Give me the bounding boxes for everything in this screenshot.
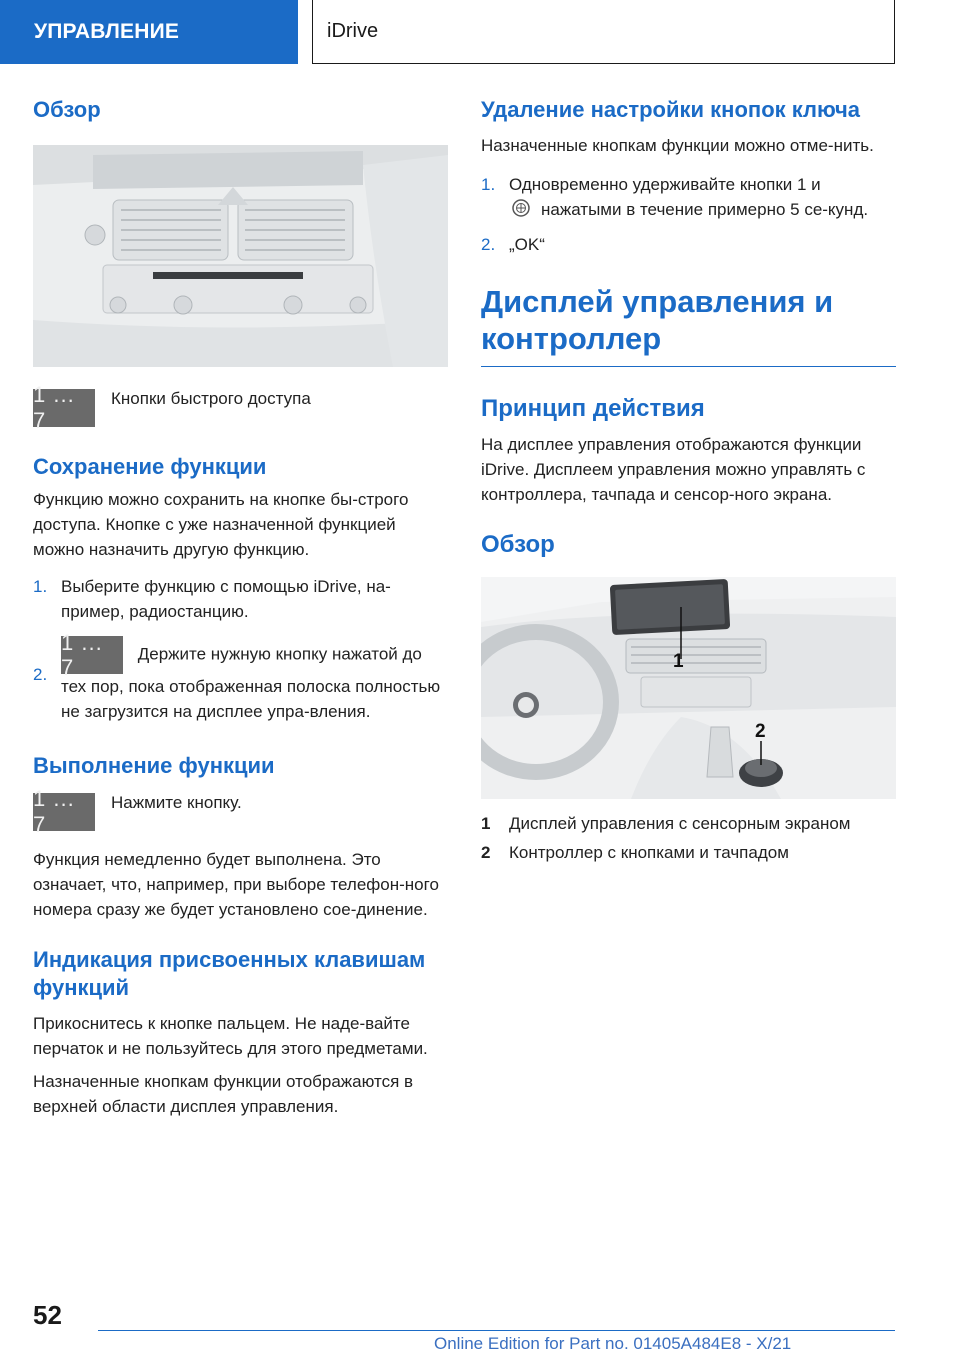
step-number: 1. [33, 577, 48, 597]
dashboard-illustration [33, 145, 448, 367]
chapter-tab [312, 0, 895, 64]
execute-text: Функция немедленно будет выполнена. Это означает, что, например, при выборе телефон-ного номера сразу же будет установлено сое-динение. [33, 849, 439, 919]
step-text-a: Одновременно удерживайте кнопки 1 и [509, 174, 821, 194]
save-function-title: Сохранение функции [33, 453, 267, 479]
step-text: Выберите функцию с помощью iDrive, на-пример, радиостанцию. [61, 577, 391, 622]
display-controller-title: Дисплей управления и контроллер [481, 283, 834, 357]
legend-text: Дисплей управления с сенсорным экраном [509, 813, 851, 833]
execute-caption: Нажмите кнопку. [111, 792, 242, 812]
cockpit-photo [481, 577, 896, 799]
list-item [481, 172, 896, 222]
legend-number: 2 [481, 842, 491, 862]
page-number: 52 [33, 1300, 62, 1330]
indication-title: Индикация присвоенных клавишам функций [33, 946, 426, 1001]
delete-keys-title: Удаление настройки кнопок ключа [481, 97, 860, 122]
left-column [33, 96, 448, 1119]
step-text: Держите нужную кнопку нажатой до тех пор, пока отображенная полоска полностью не загрузится на дисплее упра-вления. [61, 644, 441, 722]
console-photo [33, 145, 448, 367]
step-number: 2. [481, 234, 496, 254]
legend-text: Контроллер с кнопками и тачпадом [509, 842, 789, 862]
step-text-b: нажатыми в течение примерно 5 се-кунд. [541, 199, 869, 219]
list-item [481, 811, 896, 836]
principle-text: На дисплее управления отображаются функции iDrive. Дисплеем управления можно управлять с контроллера, тачпада и сенсор-ного экрана. [481, 435, 866, 505]
delete-keys-text: Назначенные кнопкам функции можно отме-нить. [481, 135, 874, 155]
list-item [33, 574, 448, 624]
list-item [481, 840, 896, 865]
save-function-text: Функцию можно сохранить на кнопке бы-строго доступа. Кнопке с уже назначенной функцией можно назначить другую функцию. [33, 490, 409, 560]
list-item [481, 232, 896, 257]
save-steps [33, 574, 448, 724]
principle-title: Принцип действия [481, 395, 705, 423]
step-text: „OK“ [509, 234, 545, 254]
delete-steps [481, 172, 896, 257]
section-divider [481, 366, 896, 367]
cockpit-illustration [481, 577, 896, 799]
right-column [481, 96, 896, 865]
legend-number: 1 [481, 813, 491, 833]
edition-text: Online Edition for Part no. 01405A484E8 - X/21 [434, 1334, 792, 1353]
bmw-key-icon [509, 198, 533, 218]
indication-text-2: Назначенные кнопкам функции отображаются в верхней области дисплея управления. [33, 1071, 414, 1116]
figure-legend [481, 811, 896, 865]
overview-title-2: Обзор [481, 531, 555, 559]
footer-divider [98, 1330, 895, 1331]
callout-1: 1 [673, 650, 684, 672]
chapter-title: iDrive [327, 20, 379, 42]
overview-title: Обзор [33, 97, 101, 122]
section-tab [0, 0, 298, 64]
favorite-keys-icon: 1 ... 7 [33, 389, 95, 427]
list-item [33, 630, 448, 724]
indication-text-1: Прикоснитесь к кнопке пальцем. Не наде-вайте перчаток и не пользуйтесь для этого предметами. [33, 1013, 428, 1058]
quick-keys-caption: Кнопки быстрого доступа [111, 388, 311, 408]
section-title: УПРАВЛЕНИЕ [34, 20, 180, 43]
favorite-keys-icon: 1 ... 7 [61, 636, 123, 674]
quick-keys-figure [33, 381, 448, 433]
step-number: 2. [33, 665, 48, 685]
step-number: 1. [481, 174, 496, 194]
callout-2: 2 [755, 720, 766, 742]
favorite-keys-icon: 1 ... 7 [33, 793, 95, 831]
execute-figure [33, 785, 448, 837]
execute-function-title: Выполнение функции [33, 753, 275, 779]
